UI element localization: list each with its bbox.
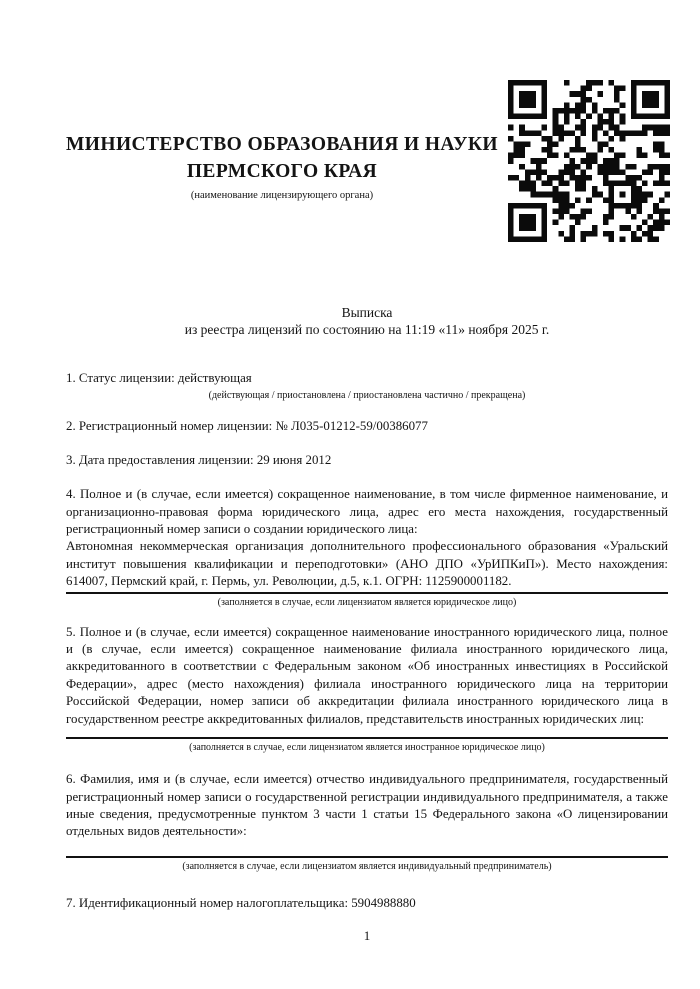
item-2-text: 2. Регистрационный номер лицензии: № Л035-01212-59/00386077 bbox=[66, 419, 428, 434]
qr-code-icon bbox=[508, 80, 670, 242]
ministry-name-line2: ПЕРМСКОГО КРАЯ bbox=[186, 161, 378, 182]
item-1-license-status bbox=[66, 370, 668, 402]
item-6-note: (заполняется в случае, если лицензиатом является индивидуальный предприниматель) bbox=[182, 860, 552, 872]
document-title-line2: из реестра лицензий по состоянию на 11:19 «11» ноября 2025 г. bbox=[184, 321, 550, 337]
item-4-note: (заполняется в случае, если лицензиатом является юридическое лицо) bbox=[217, 596, 517, 608]
item-6-blank-line bbox=[66, 856, 668, 858]
item-5-foreign-entity bbox=[66, 624, 668, 754]
item-3-grant-date bbox=[66, 452, 668, 469]
licensing-authority-caption: (наименование лицензирующего органа) bbox=[190, 190, 374, 201]
item-5-text: 5. Полное и (в случае, если имеется) сокращенное наименование иностранного юридического лица, полное и (в случае, если имеется) сокращенное наименование филиала иностранного юридического лица, аккредитованного в соответствии с Федеральным законом «Об иностранных инвестициях в Российской Федерации», адрес (место нахождения) филиала иностранного юридического лица на территории Российской Федерации, номер записи об аккредитации филиала иностранного юридического лица в государственном реестре аккредитованных филиалов, представительств иностранных юридических лиц: bbox=[66, 624, 668, 726]
item-4-legal-entity bbox=[66, 486, 668, 608]
page-number: 1 bbox=[363, 928, 371, 943]
item-3-text: 3. Дата предоставления лицензии: 29 июня 2012 bbox=[66, 453, 332, 468]
item-5-blank-line bbox=[66, 737, 668, 739]
item-2-registration-number bbox=[66, 418, 668, 435]
item-4-text: 4. Полное и (в случае, если имеется) сокращенное наименование, в том числе фирменное наименование, и организационно-правовая форма юридического лица, адрес его места нахождения, государственный регистрационный номер записи о создании юридического лица: bbox=[66, 487, 668, 537]
item-7-text: 7. Идентификационный номер налогоплательщика: 5904988880 bbox=[66, 895, 416, 910]
item-1-text: 1. Статус лицензии: действующая bbox=[66, 371, 252, 385]
document-body bbox=[66, 370, 668, 912]
item-6-text: 6. Фамилия, имя и (в случае, если имеется) отчество индивидуального предпринимателя, государственный регистрационный номер записи о государственной регистрации индивидуального предпринимателя, а также иные сведения, предусмотренные пунктом 3 части 1 статьи 15 Федерального закона «О лицензировании отдельных видов деятельности»: bbox=[66, 772, 668, 839]
document-title-line1: Выписка bbox=[341, 305, 393, 320]
document-title bbox=[66, 305, 668, 338]
item-7-taxpayer-id bbox=[66, 895, 668, 912]
ministry-header bbox=[66, 131, 498, 202]
item-6-individual-entrepreneur bbox=[66, 771, 668, 873]
item-1-note: (действующая / приостановлена / приостановлена частично / прекращена) bbox=[208, 390, 526, 402]
item-4-value: Автономная некоммерческая организация дополнительного профессионального образования «Уральский институт повышения квалификации и переподготовки» (АНО ДПО «УрИПКиП»). Место нахождения: 614007, Пермский край, г. Пермь, ул. Революции, д.5, к.1. ОГРН: 1125900001182. bbox=[66, 538, 668, 593]
ministry-name-line1: МИНИСТЕРСТВО ОБРАЗОВАНИЯ И НАУКИ bbox=[66, 134, 498, 155]
item-5-note: (заполняется в случае, если лицензиатом является иностранное юридическое лицо) bbox=[189, 742, 545, 754]
